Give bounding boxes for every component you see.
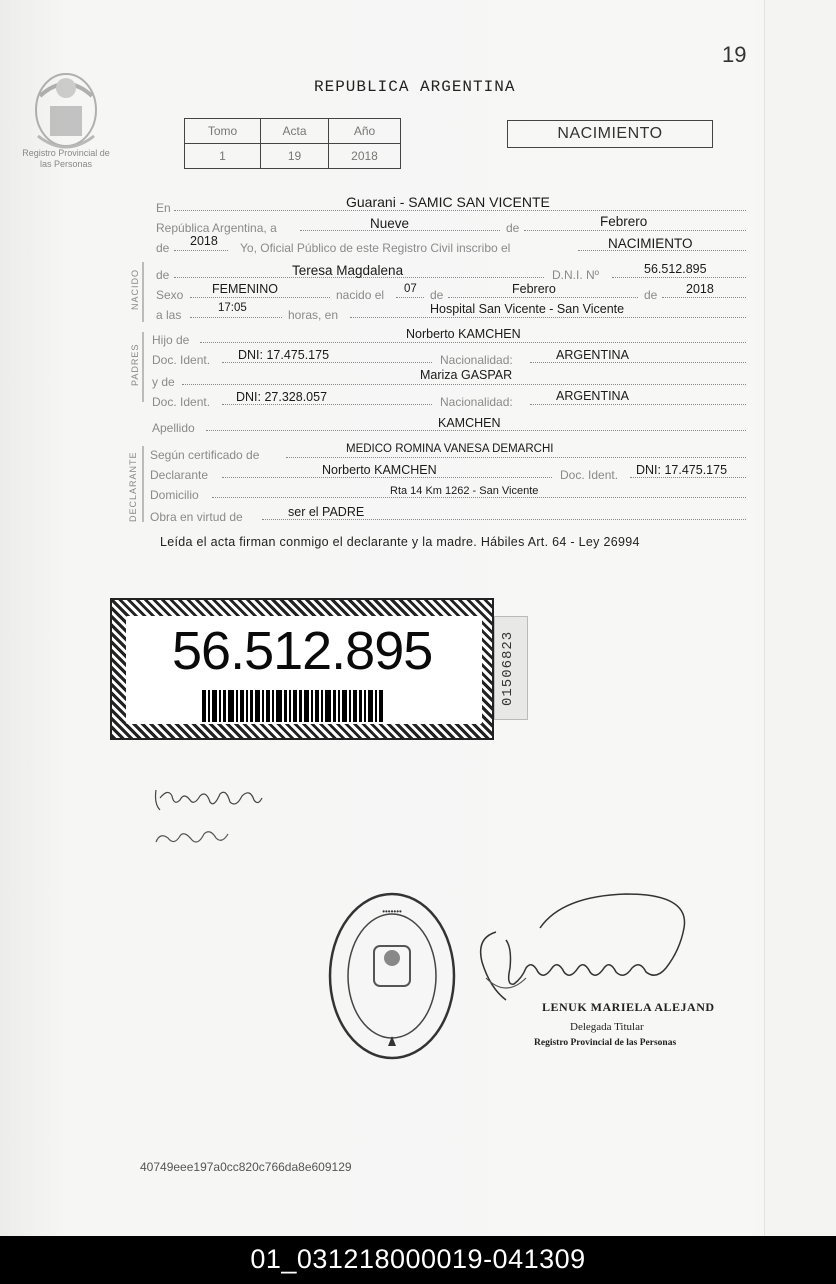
sticker-serial: 01506823 [500,630,516,706]
nacido-label: nacido el [336,288,385,302]
dni-sticker [110,598,494,740]
declarant-doc: DNI: 17.475.175 [636,463,728,477]
official-seal [322,886,462,1066]
yde-label: y de [152,375,175,389]
dotted-line [262,519,746,520]
dotted-line [524,230,746,231]
doc-label-2: Doc. Ident. [152,395,211,409]
birth-month: Febrero [512,282,556,296]
footer-id: 01_031218000019-041309 [250,1244,586,1274]
de-label-2: de [156,241,170,255]
mother-doc: DNI: 27.328.057 [236,390,328,404]
tomo-value: 1 [185,144,261,169]
section-divider [142,446,144,522]
registration-month: Febrero [600,214,648,229]
acta-value: 19 [261,144,329,169]
dotted-line [530,404,746,405]
section-divider [142,332,144,402]
declarant-name: Norberto KAMCHEN [322,463,437,477]
section-divider [142,262,144,322]
nacido-side-label: NACIDO [130,268,140,310]
birth-place: Hospital San Vicente - San Vicente [430,302,625,316]
barcode [202,690,434,722]
apellido-label: Apellido [152,421,195,435]
declarant-capacity: ser el PADRE [288,505,365,519]
mother-name: Mariza GASPAR [420,368,513,382]
page-number: 19 [722,42,747,67]
officer-text: Yo, Oficial Público de este Registro Civil inscribo el [240,241,511,255]
registered-event: NACIMIENTO [608,236,693,251]
dotted-line [212,497,746,498]
acta-header: Acta [261,119,329,144]
father-nationality: ARGENTINA [556,348,629,362]
medical-certificate: MEDICO ROMINA VANESA DEMARCHI [346,443,554,455]
official-office: Registro Provincial de las Personas [534,1038,677,1048]
obra-label: Obra en virtud de [150,510,243,524]
birth-day: 07 [404,283,417,295]
registration-place: Guarani - SAMIC SAN VICENTE [346,194,550,210]
country-label: República Argentina, a [156,221,277,235]
child-name: Teresa Magdalena [292,263,404,278]
sticker-label-area [126,616,482,724]
anio-value: 2018 [329,144,401,169]
nacionalidad-label: Nacionalidad: [440,353,513,367]
birth-year: 2018 [686,282,714,296]
record-type-box: NACIMIENTO [507,120,713,148]
dotted-line [612,277,746,278]
dotted-line [222,477,552,478]
de-label-4: de [430,288,444,302]
footer-bar [0,1236,836,1284]
horas-label: horas, en [288,308,339,322]
father-doc: DNI: 17.475.175 [238,348,330,362]
dotted-line [530,362,746,363]
official-role: Delegada Titular [570,1021,644,1033]
registration-year: 2018 [190,234,218,248]
anio-header: Año [329,119,401,144]
dotted-line [174,250,228,251]
dotted-line [286,457,746,458]
nacionalidad-label-2: Nacionalidad: [440,395,513,409]
de-label-5: de [644,288,658,302]
svg-text:•••••••: ••••••• [382,907,402,916]
dotted-line [448,297,638,298]
en-label: En [156,201,171,215]
dotted-line [350,317,746,318]
surname: KAMCHEN [438,416,501,430]
dotted-line [222,362,432,363]
domicilio-label: Domicilio [150,488,199,502]
sticker-dni-number: 56.512.895 [172,621,433,681]
dotted-line [222,404,432,405]
document-hash: 40749eee197a0cc820c766da8e609129 [140,1160,352,1174]
certificado-label: Según certificado de [150,448,260,462]
alas-label: a las [156,308,182,322]
father-name: Norberto KAMCHEN [406,327,521,341]
dotted-line [662,297,746,298]
padres-side-label: PADRES [130,343,140,386]
dotted-line [396,297,424,298]
closing-text: Leída el acta firman conmigo el declarante y la madre. Hábiles Art. 64 - Ley 26994 [160,535,640,549]
dotted-line [190,297,330,298]
sexo-label: Sexo [156,288,184,302]
register-table [184,118,401,169]
mother-nationality: ARGENTINA [556,389,629,403]
dotted-line [182,384,746,385]
child-dni: 56.512.895 [644,262,707,276]
hijo-label: Hijo de [152,333,190,347]
declarante-side-label: DECLARANTE [128,451,138,522]
tomo-header: Tomo [185,119,261,144]
declarant-address: Rta 14 Km 1262 - San Vicente [390,485,539,497]
coat-of-arms-caption: Registro Provincial de las Personas [22,148,110,169]
dotted-line [190,317,282,318]
child-sex: FEMENINO [212,282,278,296]
declarante-label: Declarante [150,468,209,482]
registration-day: Nueve [370,216,410,231]
doc-label-3: Doc. Ident. [560,468,619,482]
document-title: REPUBLICA ARGENTINA [314,78,516,96]
doc-label: Doc. Ident. [152,353,211,367]
parent-signatures [150,780,280,860]
page-edge [764,0,836,1236]
dni-label: D.N.I. Nº [552,268,600,282]
de-label: de [506,221,520,235]
birth-time: 17:05 [218,302,247,314]
dotted-line [200,342,746,343]
dotted-line [630,477,746,478]
de-label-3: de [156,268,170,282]
official-name: LENUK MARIELA ALEJAND [542,1000,715,1014]
dotted-line [206,430,746,431]
dotted-line [174,210,746,211]
